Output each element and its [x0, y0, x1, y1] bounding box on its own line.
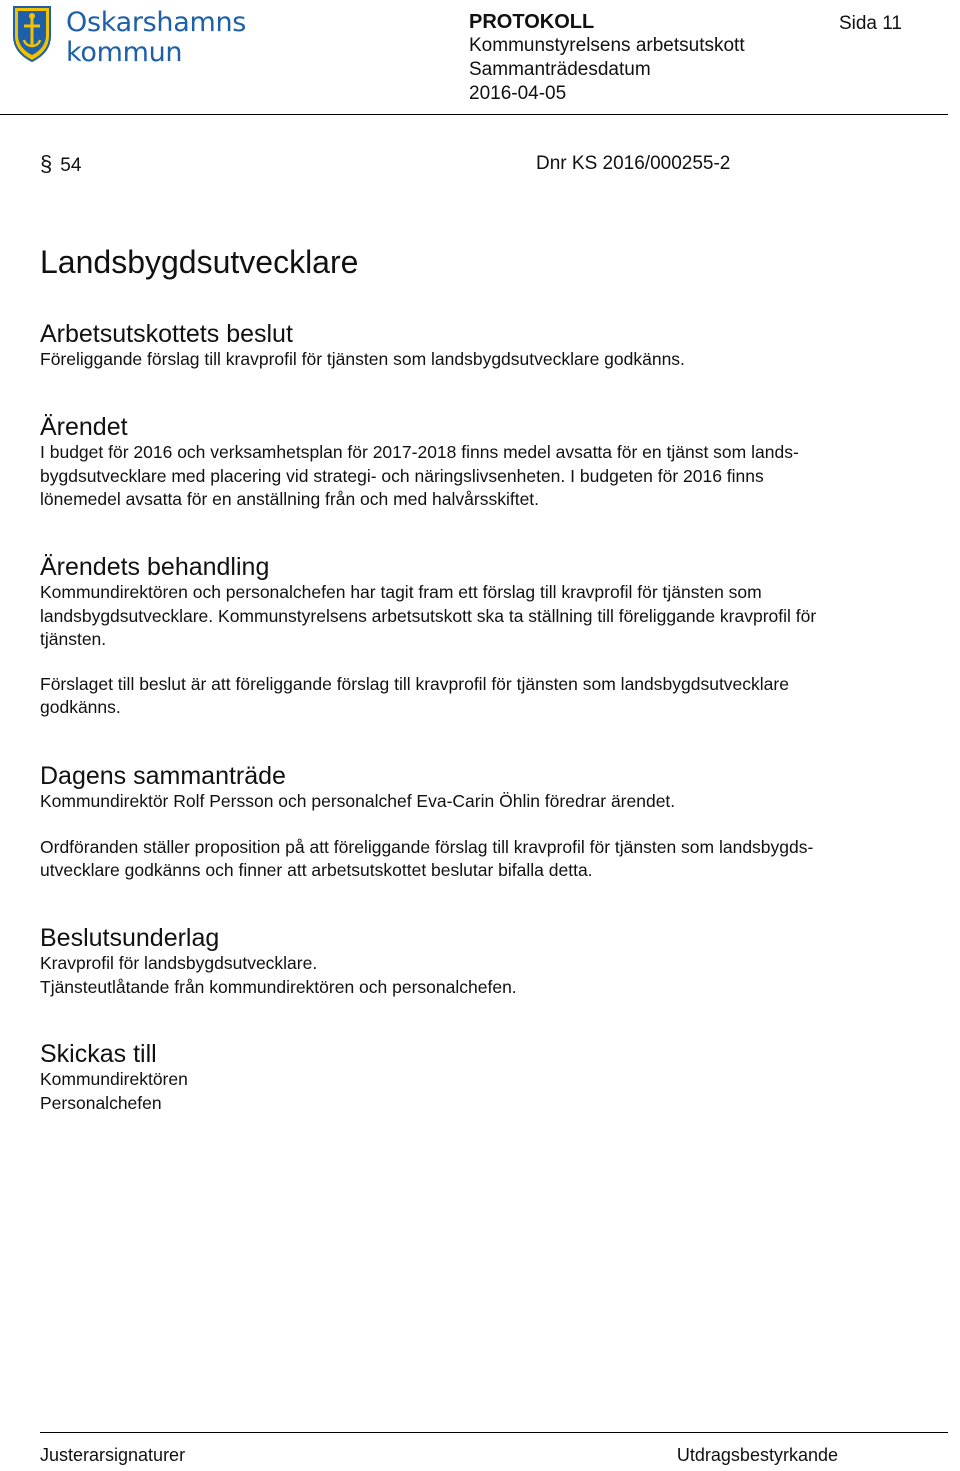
- section-skickas: [40, 1040, 920, 1115]
- section-behandling: [40, 553, 920, 720]
- list-item: Personalchefen: [40, 1092, 162, 1113]
- text-line: Ordföranden ställer proposition på att föreliggande förslag till kravprofil för tjänsten som landsbygds-: [40, 836, 814, 857]
- text-line: Kommundirektör Rolf Persson och personalchef Eva-Carin Öhlin föredrar ärendet.: [40, 791, 676, 811]
- coat-of-arms-icon: [12, 4, 52, 62]
- section-heading: Beslutsunderlag: [40, 924, 220, 952]
- section-heading: Arbetsutskottets beslut: [40, 320, 293, 348]
- signatures-label: Justerarsignaturer: [40, 1445, 186, 1465]
- text-line: lönemedel avsatta för en anställning från och med halvårsskiftet.: [40, 489, 540, 509]
- list-item: Tjänsteutlåtande från kommundirektören och personalchefen.: [40, 976, 517, 997]
- doc-type: PROTOKOLL: [469, 11, 595, 33]
- section-beslut: [40, 320, 920, 372]
- meeting-date: 2016-04-05: [469, 83, 567, 104]
- text-line: I budget för 2016 och verksamhetsplan för 2017-2018 finns medel avsatta för en tjänst som lands-: [40, 442, 799, 462]
- text-line: Förslaget till beslut är att föreliggande förslag till kravprofil för tjänsten som landsbygdsutvecklare: [40, 673, 789, 694]
- section-arendet: [40, 413, 920, 512]
- list-item: Kravprofil för landsbygdsutvecklare.: [40, 953, 318, 973]
- text-line: Kommundirektören och personalchefen har tagit fram ett förslag till kravprofil för tjänsten som: [40, 582, 762, 602]
- footer-divider: [40, 1432, 948, 1433]
- item-number: 54: [60, 155, 82, 176]
- logo-wordmark: [66, 8, 246, 68]
- section-underlag: [40, 924, 920, 999]
- section-heading: Skickas till: [40, 1040, 157, 1068]
- extract-certification-label: Utdragsbestyrkande: [676, 1445, 838, 1465]
- page-number: Sida 11: [838, 13, 902, 34]
- committee-name: Kommunstyrelsens arbetsutskott: [469, 35, 745, 56]
- section-text: Föreliggande förslag till kravprofil för tjänsten som landsbygdsutvecklare godkänns.: [40, 349, 685, 369]
- section-heading: Dagens sammanträde: [40, 762, 286, 790]
- document-header: [469, 10, 745, 106]
- date-label: Sammanträdesdatum: [469, 59, 651, 80]
- section-heading: Ärendet: [40, 413, 128, 441]
- municipality-logo: [12, 4, 258, 76]
- section-sammantrade: [40, 762, 920, 883]
- text-line: tjänsten.: [40, 629, 107, 649]
- text-line: bygdsutvecklare med placering vid strategi- och näringslivsenheten. I budgeten för 2016 finns: [40, 465, 764, 486]
- section-symbol: §: [40, 151, 53, 176]
- logo-line2: kommun: [66, 37, 183, 68]
- list-item: Kommundirektören: [40, 1069, 188, 1089]
- logo-line1: Oskarshamns: [66, 7, 247, 38]
- registration-number: Dnr KS 2016/000255-2: [536, 153, 731, 174]
- item-title: Landsbygdsutvecklare: [40, 244, 359, 280]
- text-line: utvecklare godkänns och finner att arbetsutskottet beslutar bifalla detta.: [40, 860, 593, 880]
- paragraph-number: [40, 151, 81, 177]
- header-divider: [0, 114, 948, 115]
- text-line: landsbygdsutvecklare. Kommunstyrelsens arbetsutskott ska ta ställning till föreliggande kravprofil för: [40, 605, 817, 626]
- section-heading: Ärendets behandling: [40, 553, 270, 581]
- text-line: godkänns.: [40, 697, 121, 717]
